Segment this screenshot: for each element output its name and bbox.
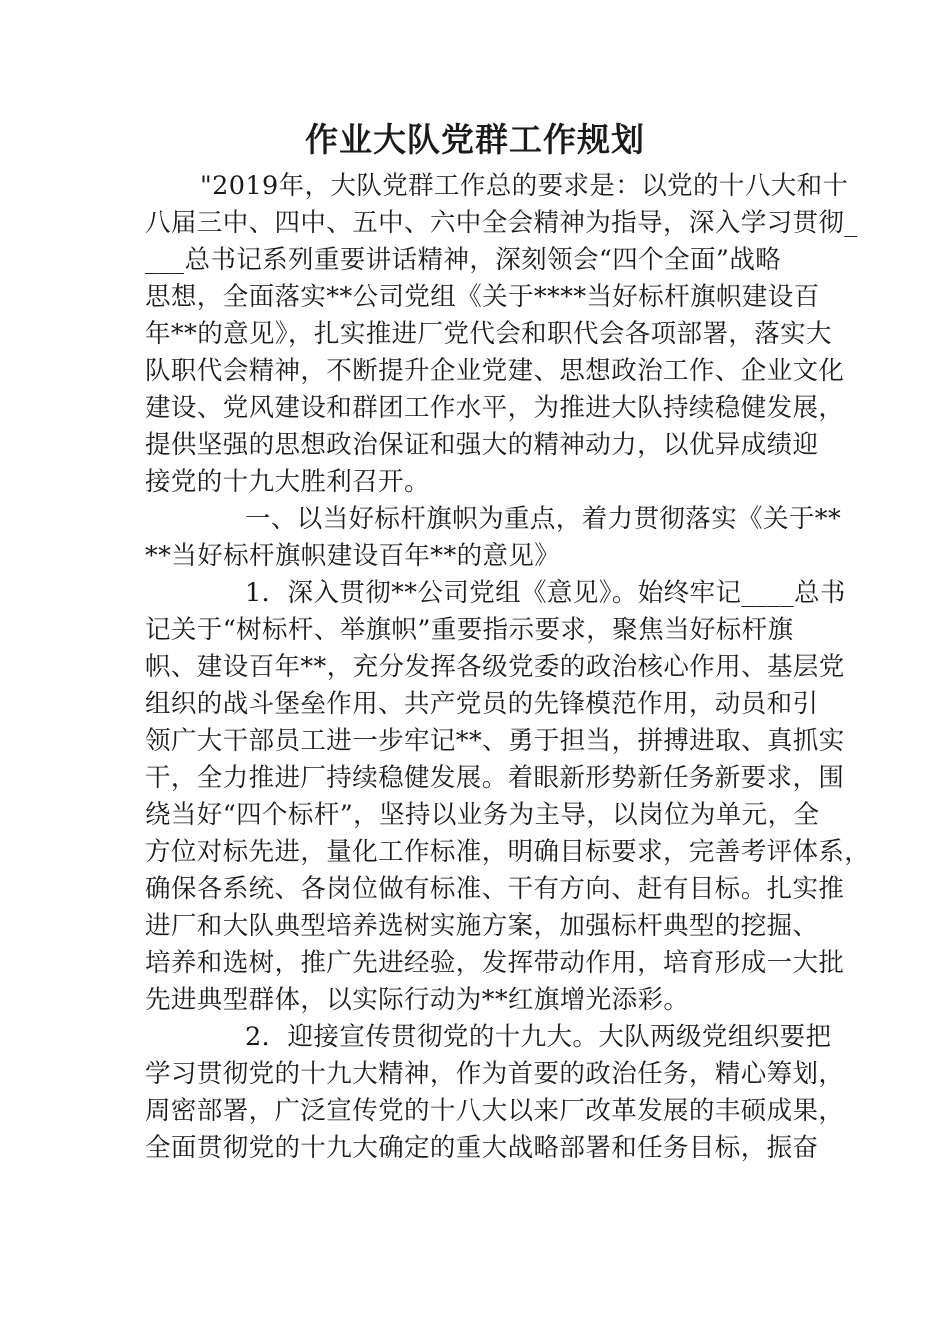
body-line: 队职代会精神，不断提升企业党建、思想政治工作、企业文化 bbox=[145, 356, 845, 386]
body-line: 组织的战斗堡垒作用、共产党员的先锋模范作用，动员和引 bbox=[145, 689, 819, 719]
body-line: 先进典型群体，以实际行动为**红旗增光添彩。 bbox=[145, 985, 690, 1015]
body-line: 全面贯彻党的十九大确定的重大战略部署和任务目标，振奋 bbox=[145, 1133, 819, 1163]
body-line: 学习贯彻党的十九大精神，作为首要的政治任务，精心筹划， bbox=[145, 1059, 845, 1089]
body-line: ___总书记系列重要讲话精神，深刻领会“四个全面”战略 bbox=[145, 245, 782, 275]
body-line: 建设、党风建设和群团工作水平，为推进大队持续稳健发展， bbox=[145, 393, 845, 423]
body-line: 领广大干部员工进一步牢记**、勇于担当，拼搏进取、真抓实 bbox=[145, 726, 845, 756]
body-line: "2019年，大队党群工作总的要求是：以党的十八大和十 bbox=[200, 171, 849, 201]
body-line: 帜、建设百年**，充分发挥各级党委的政治核心作用、基层党 bbox=[145, 652, 845, 682]
body-line: 年**的意见》，扎实推进厂党代会和职代会各项部署，落实大 bbox=[145, 319, 832, 349]
body-line: 周密部署，广泛宣传党的十八大以来厂改革发展的丰硕成果， bbox=[145, 1096, 845, 1126]
document-title: 作业大队党群工作规划 bbox=[305, 120, 645, 159]
body-line: 八届三中、四中、五中、六中全会精神为指导，深入学习贯彻_ bbox=[145, 208, 858, 238]
body-line: 2．迎接宣传贯彻党的十九大。大队两级党组织要把 bbox=[245, 1022, 832, 1052]
section-heading-line: 一、以当好标杆旗帜为重点，着力贯彻落实《关于** bbox=[245, 504, 842, 534]
body-line: 绕当好“四个标杆”，坚持以业务为主导，以岗位为单元，全 bbox=[145, 800, 820, 830]
body-line: 思想，全面落实**公司党组《关于****当好标杆旗帜建设百 bbox=[145, 282, 820, 312]
body-line: 进厂和大队典型培养选树实施方案，加强标杆典型的挖掘、 bbox=[145, 911, 819, 941]
body-line: 提供坚强的思想政治保证和强大的精神动力，以优异成绩迎 bbox=[145, 430, 819, 460]
body-line: 干，全力推进厂持续稳健发展。着眼新形势新任务新要求，围 bbox=[145, 763, 845, 793]
body-line: 方位对标先进，量化工作标准，明确目标要求，完善考评体系， bbox=[145, 837, 871, 867]
body-line: 确保各系统、各岗位做有标准、干有方向、赶有目标。扎实推 bbox=[145, 874, 845, 904]
body-line: 1．深入贯彻**公司党组《意见》。始终牢记____总书 bbox=[245, 578, 846, 608]
section-heading-line: **当好标杆旗帜建设百年**的意见》 bbox=[145, 541, 561, 571]
body-line: 记关于“树标杆、举旗帜”重要指示要求，聚焦当好标杆旗 bbox=[145, 615, 794, 645]
body-line: 培养和选树，推广先进经验，发挥带动作用，培育形成一大批 bbox=[145, 948, 845, 978]
body-line: 接党的十九大胜利召开。 bbox=[145, 467, 430, 497]
